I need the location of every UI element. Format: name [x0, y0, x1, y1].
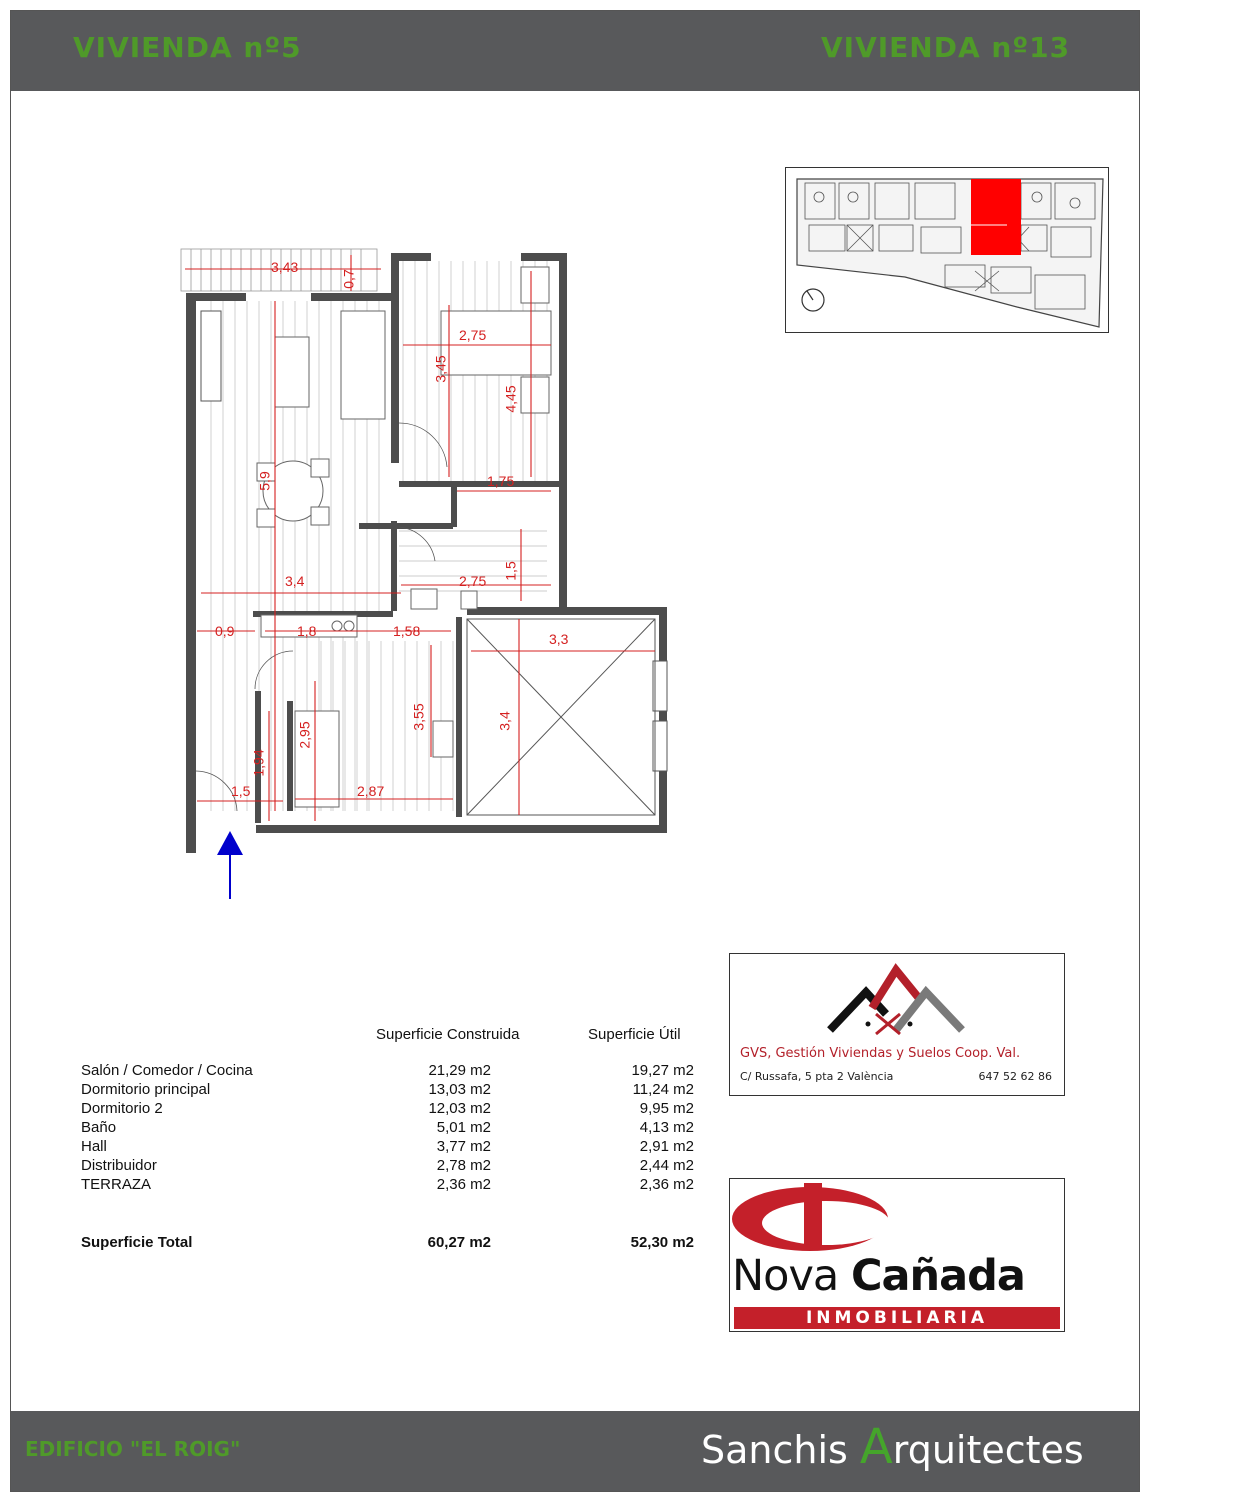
useful-area: 2,91 m2	[639, 1138, 694, 1155]
nova-name-light: Nova	[732, 1251, 851, 1301]
floor-plan	[171, 241, 691, 926]
dim-label: 2,95	[296, 721, 313, 749]
nova-canada-tagline: INMOBILIARIA	[734, 1307, 1060, 1329]
built-area: 2,36 m2	[436, 1176, 491, 1193]
header-bar	[11, 11, 1139, 91]
architect-name-letter: A	[859, 1419, 893, 1475]
nova-canada-logo-icon	[730, 1179, 1064, 1253]
room-name: Hall	[81, 1138, 107, 1155]
useful-area: 4,13 m2	[639, 1119, 694, 1136]
dim-label: 2,75	[459, 327, 487, 343]
table-row	[81, 1100, 721, 1119]
dim-label: 0,9	[215, 623, 235, 639]
dim-label: 1,5	[231, 783, 251, 799]
useful-area: 11,24 m2	[632, 1081, 694, 1098]
dim-label: 1,58	[393, 623, 421, 639]
dim-label: 1,8	[297, 623, 317, 639]
useful-area: 9,95 m2	[639, 1100, 694, 1117]
dim-label: 0,7	[340, 269, 357, 289]
built-area: 2,78 m2	[436, 1157, 491, 1174]
dim-label: 2,75	[459, 573, 487, 589]
total-label: Superficie Total	[81, 1234, 193, 1251]
architect-logo	[701, 1419, 1084, 1475]
dim-label: 5,9	[256, 471, 273, 491]
gvs-logo-box	[729, 953, 1065, 1096]
footer-bar	[11, 1411, 1139, 1491]
built-area: 5,01 m2	[436, 1119, 491, 1136]
table-row	[81, 1062, 721, 1081]
col-header-built: Superficie Construida	[376, 1026, 520, 1043]
room-name: Dormitorio principal	[81, 1081, 211, 1098]
gvs-phone: 647 52 62 86	[978, 1070, 1052, 1083]
dim-label: 1,94	[250, 749, 267, 777]
dim-label: 3,45	[432, 355, 449, 383]
built-area: 21,29 m2	[428, 1062, 491, 1079]
table-row	[81, 1119, 721, 1138]
built-area: 12,03 m2	[428, 1100, 491, 1117]
gvs-logo-icon	[826, 962, 966, 1038]
room-name: Distribuidor	[81, 1157, 157, 1174]
dim-label: 4,45	[502, 385, 519, 413]
gvs-name: GVS, Gestión Viviendas y Suelos Coop. Val.	[740, 1046, 1021, 1061]
nova-name-bold: Cañada	[850, 1251, 1025, 1301]
plan-sheet	[10, 10, 1140, 1492]
header-right-title: VIVIENDA nº13	[821, 31, 1071, 64]
useful-area: 2,36 m2	[639, 1176, 694, 1193]
built-area: 3,77 m2	[436, 1138, 491, 1155]
dim-label: 1,5	[502, 561, 519, 581]
dim-label: 3,3	[549, 631, 569, 647]
useful-area: 19,27 m2	[631, 1062, 694, 1079]
dim-label: 3,43	[271, 259, 299, 275]
architect-name-part1: Sanchis	[701, 1428, 860, 1472]
total-useful-area: 52,30 m2	[630, 1234, 694, 1251]
table-row	[81, 1138, 721, 1157]
total-built-area: 60,27 m2	[427, 1234, 491, 1251]
table-total-row	[81, 1234, 721, 1253]
table-row	[81, 1176, 721, 1195]
gvs-address: C/ Russafa, 5 pta 2 València	[740, 1070, 894, 1083]
table-row	[81, 1081, 721, 1100]
room-name: TERRAZA	[81, 1176, 152, 1193]
nova-canada-name	[732, 1251, 1025, 1301]
nova-canada-logo-box	[729, 1178, 1065, 1332]
built-area: 13,03 m2	[428, 1081, 491, 1098]
dim-label: 3,55	[410, 703, 427, 731]
dim-label: 1,75	[487, 473, 515, 489]
dim-label: 3,4	[496, 711, 513, 731]
entrance-arrow-icon	[215, 831, 245, 901]
room-name: Dormitorio 2	[81, 1100, 163, 1117]
useful-area: 2,44 m2	[639, 1157, 694, 1174]
header-left-title: VIVIENDA nº5	[73, 31, 302, 64]
room-name: Baño	[81, 1119, 117, 1136]
room-name: Salón / Comedor / Cocina	[81, 1062, 253, 1079]
col-header-useful: Superficie Útil	[588, 1026, 681, 1043]
dim-label: 2,87	[357, 783, 385, 799]
dim-label: 3,4	[285, 573, 305, 589]
building-name: EDIFICIO "EL ROIG"	[25, 1437, 241, 1461]
building-key-map	[785, 167, 1109, 338]
table-row	[81, 1157, 721, 1176]
architect-name-part2: rquitectes	[892, 1428, 1084, 1472]
